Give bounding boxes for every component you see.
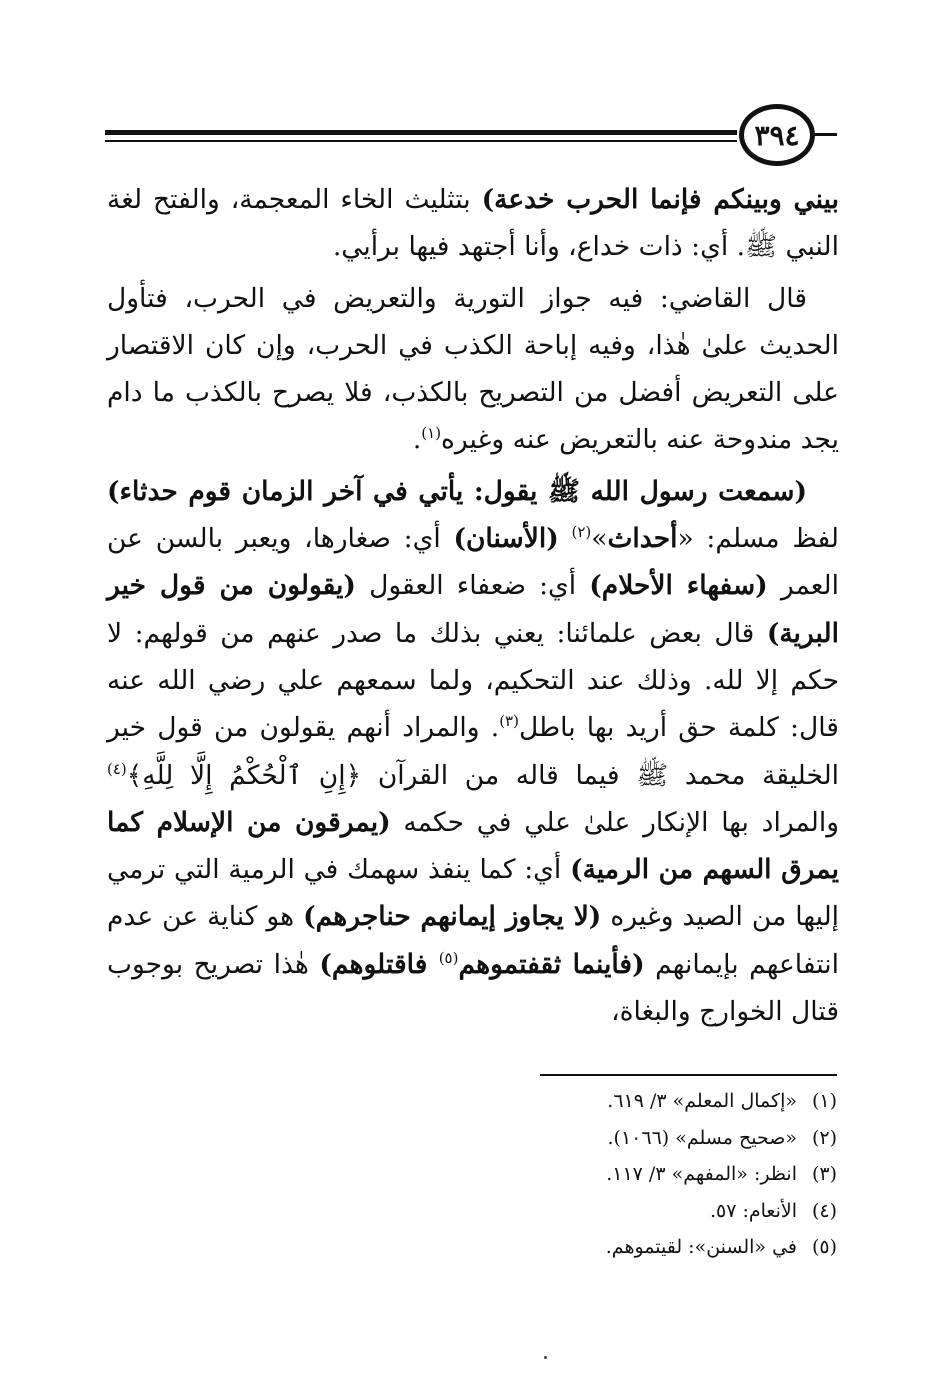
bold-text: (سمعت رسول الله ﷺ يقول: يأتي في آخر الزمان قوم حدثاء) (107, 475, 807, 507)
paragraph (107, 275, 839, 464)
footnote-number: (٤) (811, 1199, 837, 1222)
bold-text: (يقولون من قول خير البرية) (107, 570, 839, 649)
text-segment: » (591, 523, 608, 555)
text-segment: لفظ مسلم: « (677, 523, 839, 555)
bold-text: بيني وبينكم فإنما الحرب خدعة) (481, 184, 839, 215)
text-segment: هو كناية عن عدم انتفاعهم بإيمانهم (107, 901, 839, 980)
page-number: ٣٩٤ (739, 104, 815, 166)
footnote-ref: (١) (421, 424, 442, 443)
paragraph (107, 176, 839, 271)
paragraph (107, 468, 839, 1036)
text-segment: أي: صغارها، ويعبر بالسن عن العمر (107, 523, 839, 602)
text-segment: . والمراد أنهم يقولون من قول خير الخليقة محمد ﷺ فيما قاله من القرآن ﴿إِنِ ٱلْحُكْمُ إِلَّا لِلَّهِ﴾ (107, 712, 839, 791)
footnote-item (480, 1083, 837, 1120)
text-segment: هٰذا تصريح بوجوب قتال الخوارج والبغاة، (107, 948, 839, 1028)
text-segment: أي: كما ينفذ سهمك في الرمية التي ترمي إليها من الصيد وغيره (107, 854, 839, 933)
text-segment: بتثليث الخاء المعجمة، والفتح لغة النبي ﷺ. أي: ذات خداع، وأنا أجتهد فيها برأيي. (107, 184, 839, 263)
footnote-item (480, 1193, 837, 1230)
footnote-text: «إكمال المعلم» ٣/ ٦١٩. (607, 1090, 797, 1112)
footnotes (480, 1083, 837, 1266)
text-segment (559, 523, 572, 554)
footnote-ref: (٤) (107, 759, 127, 778)
bold-text: (لا يجاوز إيمانهم حناجرهم) (303, 901, 602, 933)
footnote-number: (٥) (811, 1236, 837, 1258)
header-rule-thin (105, 140, 737, 142)
text-segment: . (412, 424, 422, 456)
footnote-item (480, 1156, 837, 1193)
footnote-item (480, 1229, 837, 1266)
footnote-rule (540, 1074, 837, 1076)
bold-text: (يمرقون من الإسلام كما يمرق السهم من الرمية) (107, 806, 839, 886)
footnote-ref: (٥) (438, 948, 459, 967)
footnote-item (480, 1120, 837, 1157)
body-text (107, 176, 839, 1035)
footnote-ref: (٢) (571, 523, 592, 542)
text-segment: أي: ضعفاء العقول (355, 570, 590, 602)
footnote-text: «صحيح مسلم» (١٠٦٦). (607, 1126, 797, 1149)
bold-text: (فأينما ثقفتموهم (458, 948, 645, 980)
page-mark (544, 1356, 547, 1359)
text-segment: والمراد بها الإنكار علىٰ علي في حكمه (390, 806, 839, 838)
footnote-ref: (٣) (499, 712, 519, 731)
bold-text: فاقتلوهم) (319, 948, 439, 980)
footnote-text: انظر: «المفهم» ٣/ ١١٧. (606, 1163, 797, 1185)
bold-text: (الأسنان) (453, 523, 559, 555)
text-segment: قال بعض علمائنا: يعني بذلك ما صدر عنهم من قولهم: لا حكم إلا لله. وذلك عند التحكيم، ولما سمعهم علي رضي الله عنه قال: كلمة حق أريد بها باطل (107, 617, 839, 744)
bold-text: (سفهاء الأحلام) (589, 570, 768, 602)
footnote-text: الأنعام: ٥٧. (709, 1199, 797, 1222)
footnote-number: (٣) (811, 1163, 837, 1185)
header-rule-thick (105, 130, 737, 135)
footnote-number: (١) (811, 1090, 837, 1112)
bold-text: أحداث (607, 523, 678, 555)
footnote-number: (٢) (811, 1126, 837, 1149)
page-header (105, 100, 837, 175)
footnote-text: في «السنن»: لقيتموهم. (605, 1236, 797, 1258)
text-segment: قال القاضي: فيه جواز التورية والتعريض في الحرب، فتأول الحديث علىٰ هٰذا، وفيه إباحة الكذب في الحرب، وإن كان الاقتصار على التعريض أفضل من التصريح بالكذب، فلا يصرح بالكذب ما دام يجد مندوحة عنه بالتعريض عنه وغيره (107, 282, 839, 456)
